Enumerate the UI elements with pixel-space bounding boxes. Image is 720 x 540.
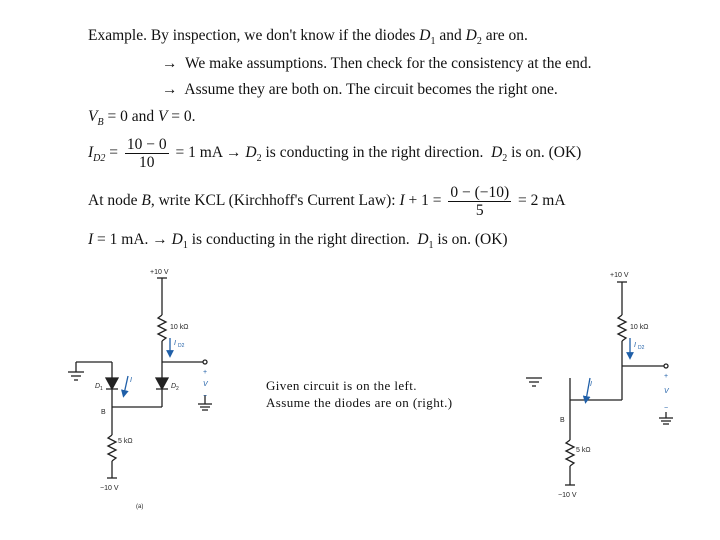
left-resistor-5k [108,435,116,461]
right-resistor-10k [618,315,626,341]
left-diode-d2 [156,378,168,389]
left-d1-sub: 1 [100,386,103,392]
right-ground-icon [526,378,542,386]
i-symbol: I [88,231,94,248]
fraction-numerator: 10 − 0 [126,136,167,153]
arrow-icon: → [152,231,168,248]
left-d2-label: D [171,383,177,390]
line6-text-a: At node [88,192,138,210]
left-current-i-label: I [130,377,132,384]
right-resistor-bottom-label: 5 kΩ [576,447,591,454]
left-circuit [68,278,212,478]
left-current-i-arrow [124,376,128,394]
right-current-id2-label: I [634,342,636,349]
i-symbol: I [399,192,405,210]
right-current-i-label: I [590,381,592,388]
left-supply-top-label: +10 V [150,269,169,276]
left-v-label: V [203,381,208,388]
line7-text: is conducting in the right direction. [191,231,410,248]
d2-subscript: 2 [476,36,482,47]
right-current-id2-sub: D2 [638,345,645,351]
right-supply-top-label: +10 V [610,272,629,279]
line4-text-a: = 0 and [107,108,155,125]
line3-text: Assume they are both on. The circuit becomes the right one. [184,81,558,98]
line5-end-text: is on. (OK) [511,144,582,162]
d1-symbol: D [417,231,429,248]
equals-sign: = [109,144,119,162]
right-v-label: V [664,388,669,395]
d2-symbol: D [465,27,477,44]
id2-subscript: D2 [93,153,106,165]
d1-subscript: 1 [430,36,436,47]
node-b-symbol: B [141,192,151,210]
fraction-denominator: 5 [475,202,484,219]
line4-text-b: = 0. [171,108,196,125]
arrow-icon: → [162,81,178,98]
right-output-ground-icon [659,412,673,424]
left-resistor-bottom-label: 5 kΩ [118,438,133,445]
left-current-id2-sub: D2 [178,343,185,349]
line5-text: is conducting in the right direction. [265,144,484,162]
arrow-icon: → [162,55,178,72]
right-v-minus: − [664,405,669,412]
right-resistor-5k [566,440,574,466]
d1-subscript: 1 [182,240,188,251]
line6-value: = 2 mA [518,192,566,210]
right-node-b-label: B [560,417,565,424]
line1-text: Example. By inspection, we don't know if the diodes [88,27,416,44]
d2-subscript: 2 [502,153,508,165]
left-current-id2-label: I [174,340,176,347]
left-ground-icon [68,362,84,380]
d1-symbol: D [419,27,431,44]
left-figure-tag: (a) [136,504,144,510]
fraction-numerator: 0 − (−10) [450,184,510,201]
left-supply-bottom-label: −10 V [100,485,119,492]
right-circuit-labels [558,272,670,499]
d2-symbol: D [245,144,257,162]
id2-symbol: I [88,144,94,162]
line7-end-text: is on. (OK) [437,231,508,248]
left-v-minus: − [203,393,208,400]
left-d1-label: D [95,383,101,390]
line7-value: = 1 mA. [97,231,149,248]
right-supply-bottom-label: −10 V [558,492,577,499]
d1-subscript: 1 [428,240,434,251]
d2-subscript: 2 [256,153,262,165]
d1-symbol: D [171,231,183,248]
line6-text-c: , write KCL (Kirchhoff's Current Law): [150,192,396,210]
right-circuit [526,282,673,485]
line1-end-text: are on. [485,27,528,44]
line2-text: We make assumptions. Then check for the consistency at the end. [184,55,592,72]
left-node-b-label: B [101,409,106,416]
line5-value: = 1 mA [175,144,223,162]
left-resistor-top-label: 10 kΩ [170,324,189,331]
right-resistor-top-label: 10 kΩ [630,324,649,331]
vb-subscript: B [97,117,104,128]
line6-text-d: + 1 = [408,192,442,210]
left-supply-top-terminal [157,278,167,315]
caption-line-1: Given circuit is on the left. [266,378,417,393]
left-resistor-10k [158,315,166,341]
right-v-plus: + [664,373,669,380]
v-symbol: V [157,108,168,125]
vb-symbol: V [88,108,98,125]
fraction-denominator: 10 [139,154,155,171]
left-d2-sub: 2 [176,386,179,392]
left-diode-d1 [106,378,118,389]
left-v-plus: + [203,369,208,376]
and-text: and [439,27,462,44]
caption-line-2: Assume the diodes are on (right.) [266,395,453,410]
d2-symbol: D [491,144,503,162]
arrow-icon: → [226,144,242,162]
